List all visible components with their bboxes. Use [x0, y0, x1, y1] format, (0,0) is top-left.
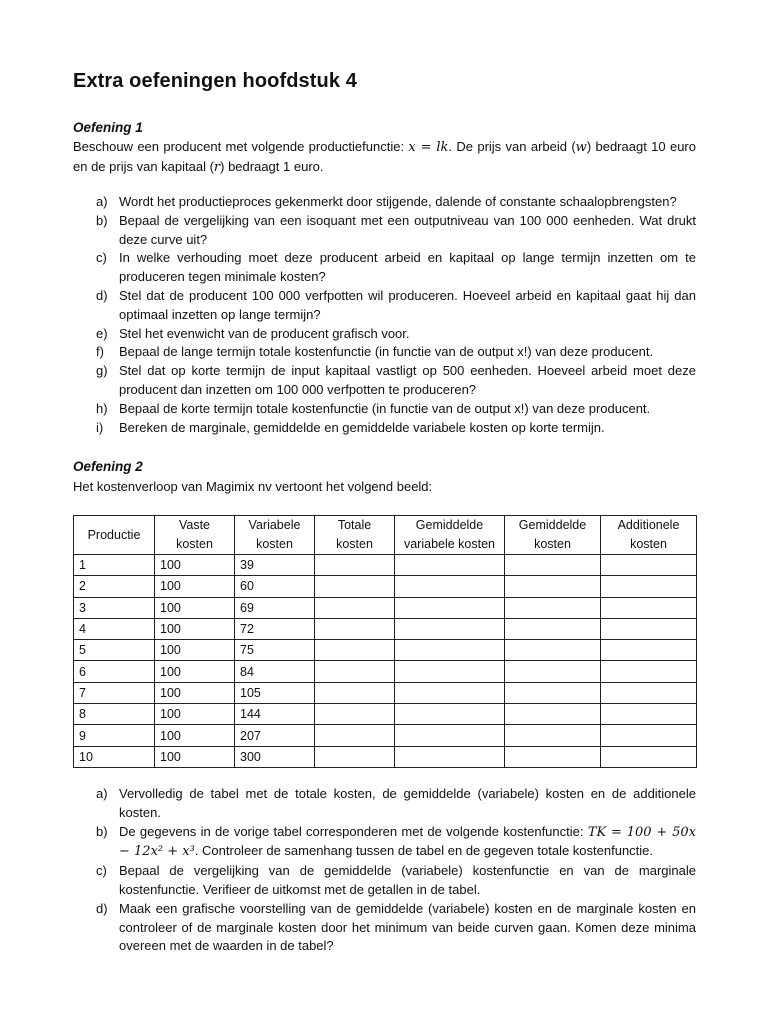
header-cell: Gemiddelde kosten: [505, 516, 601, 555]
table-cell: [395, 661, 505, 682]
table-cell: 144: [235, 704, 315, 725]
table-cell: [505, 597, 601, 618]
table-cell: 7: [74, 682, 155, 703]
table-cell: [315, 661, 395, 682]
table-cell: 100: [155, 576, 235, 597]
table-cell: 9: [74, 725, 155, 746]
intro-text-2: . De prijs van arbeid (: [448, 139, 576, 154]
question-1h: h) Bepaal de korte termijn totale kostenfunctie (in functie van de output x!) van deze producent.: [96, 400, 651, 416]
question-2b: b) De gegevens in de vorige tabel corresponderen met de volgende kostenfunctie: TK = 100 + 50x − 12x² + x³. Controleer de samenhang tussen de tabel en de gegeven totale kostenfunctie.: [96, 823, 697, 860]
question-2a: a) Vervolledig de tabel met de totale kosten, de gemiddelde (variabele) kosten en de additionele kosten.: [96, 786, 696, 820]
table-cell: [315, 682, 395, 703]
table-cell: [395, 640, 505, 661]
table-cell: 100: [155, 661, 235, 682]
document-title: Extra oefeningen hoofdstuk 4: [73, 70, 357, 92]
question-1c: c) In welke verhouding moet deze producent arbeid en kapitaal op lange termijn inzetten om te produceren tegen minimale kosten?: [96, 250, 696, 285]
table-cell: 84: [235, 661, 315, 682]
table-cell: [505, 725, 601, 746]
table-cell: [315, 597, 395, 618]
table-row: [74, 704, 697, 725]
table-cell: [505, 576, 601, 597]
exercise-2-intro: Het kostenverloop van Magimix nv vertoont het volgend beeld:: [73, 479, 433, 494]
table-row: [74, 725, 697, 746]
table-cell: 4: [74, 618, 155, 639]
exercise-2-heading: Oefening 2: [73, 459, 143, 474]
question-1e: e) Stel het evenwicht van de producent grafisch voor.: [96, 325, 410, 341]
table-cell: [505, 704, 601, 725]
table-cell: [601, 725, 697, 746]
header-cell: Additionele kosten: [601, 516, 697, 555]
table-cell: [395, 704, 505, 725]
table-cell: 1: [74, 555, 155, 576]
header-cell: Variabele kosten: [235, 516, 315, 555]
table-cell: 100: [155, 640, 235, 661]
table-row: [74, 576, 697, 597]
exercise-2-questions: [73, 785, 696, 956]
question-1d: d) Stel dat de producent 100 000 verfpotten wil produceren. Hoeveel arbeid en kapitaal gaat hij dan optimaal inzetten op lange termijn?: [96, 287, 696, 322]
table-cell: [505, 618, 601, 639]
production-function: x = lk: [408, 140, 449, 155]
table-cell: [395, 746, 505, 767]
intro-text-4: ) bedraagt 1 euro.: [220, 159, 324, 174]
table-row: [74, 682, 697, 703]
table-cell: [315, 704, 395, 725]
table-cell: 39: [235, 555, 315, 576]
table-row: [74, 597, 697, 618]
table-row: [74, 555, 697, 576]
exercise-1-questions: [73, 193, 696, 437]
table-cell: [505, 661, 601, 682]
table-cell: 5: [74, 640, 155, 661]
table-cell: 100: [155, 597, 235, 618]
table-cell: 100: [155, 704, 235, 725]
exercise-1-heading: Oefening 1: [73, 120, 143, 135]
table-cell: [601, 597, 697, 618]
table-cell: 60: [235, 576, 315, 597]
intro-text-3: ) bedraagt 10 euro en de prijs van kapitaal (: [73, 139, 696, 174]
table-cell: [395, 682, 505, 703]
table-cell: 69: [235, 597, 315, 618]
table-row: [74, 746, 697, 767]
wage-symbol: w: [575, 140, 587, 155]
table-cell: [601, 704, 697, 725]
question-1b: b) Bepaal de vergelijking van een isoquant met een outputniveau van 100 000 eenheden. Wat drukt deze curve uit?: [96, 212, 696, 247]
table-cell: 72: [235, 618, 315, 639]
table-cell: [315, 576, 395, 597]
table-cell: [601, 746, 697, 767]
table-cell: 100: [155, 725, 235, 746]
question-1g: g) Stel dat op korte termijn de input kapitaal vastligt op 500 eenheden. Hoeveel arbeid moet deze producent dan inzetten om 100 000 verfpotten te produceren?: [96, 363, 696, 397]
header-cell: Vaste kosten: [155, 516, 235, 555]
cost-table: [73, 515, 697, 768]
table-cell: [505, 682, 601, 703]
table-cell: 100: [155, 682, 235, 703]
table-cell: 2: [74, 576, 155, 597]
table-cell: 75: [235, 640, 315, 661]
table-cell: 100: [155, 746, 235, 767]
table-cell: [601, 640, 697, 661]
table-cell: 100: [155, 618, 235, 639]
question-2d: d) Maak een grafische voorstelling van de gemiddelde (variabele) kosten en de marginale kosten en controleer of de marginale kosten door het minimum van beide curven gaan. Komen deze minima overeen met de waarden in de tabel?: [96, 900, 696, 954]
intro-text-1: Beschouw een producent met volgende productiefunctie:: [73, 139, 409, 154]
table-cell: 10: [74, 746, 155, 767]
table-cell: [395, 555, 505, 576]
table-cell: 8: [74, 704, 155, 725]
question-2c: c) Bepaal de vergelijking van de gemiddelde (variabele) kostenfunctie en van de marginale kostenfunctie. Verifieer de uitkomst met de getallen in de tabel.: [96, 863, 696, 897]
question-1a: a) Wordt het productieproces gekenmerkt door stijgende, dalende of constante schaalopbrengsten?: [96, 194, 677, 209]
table-cell: [315, 746, 395, 767]
table-cell: [315, 640, 395, 661]
table-cell: 207: [235, 725, 315, 746]
table-cell: [505, 640, 601, 661]
header-cell: Gemiddelde variabele kosten: [395, 516, 505, 555]
table-cell: 105: [235, 682, 315, 703]
table-cell: 300: [235, 746, 315, 767]
table-cell: 100: [155, 555, 235, 576]
table-cell: [395, 725, 505, 746]
header-cell: Productie: [74, 516, 155, 555]
table-cell: [395, 597, 505, 618]
table-header-row: [74, 516, 697, 555]
table-cell: 6: [74, 661, 155, 682]
table-cell: [601, 618, 697, 639]
table-cell: [315, 725, 395, 746]
table-cell: [505, 746, 601, 767]
table-cell: 3: [74, 597, 155, 618]
table-cell: [601, 661, 697, 682]
table-row: [74, 618, 697, 639]
exercise-1-intro: [73, 137, 696, 177]
table-cell: [601, 682, 697, 703]
table-row: [74, 640, 697, 661]
table-cell: [601, 576, 697, 597]
header-cell: Totale kosten: [315, 516, 395, 555]
question-1f: f) Bepaal de lange termijn totale kostenfunctie (in functie van de output x!) van deze producent.: [96, 344, 654, 360]
table-cell: [315, 555, 395, 576]
table-cell: [315, 618, 395, 639]
table-cell: [395, 618, 505, 639]
table-body: [74, 555, 697, 768]
cost-function: TK = 100 + 50x − 12x² + x³: [119, 824, 697, 860]
rent-symbol: r: [213, 160, 221, 175]
table-cell: [395, 576, 505, 597]
table-cell: [505, 555, 601, 576]
table-row: [74, 661, 697, 682]
question-1i: i) Bereken de marginale, gemiddelde en gemiddelde variabele kosten op korte termijn.: [96, 419, 605, 435]
table-cell: [601, 555, 697, 576]
